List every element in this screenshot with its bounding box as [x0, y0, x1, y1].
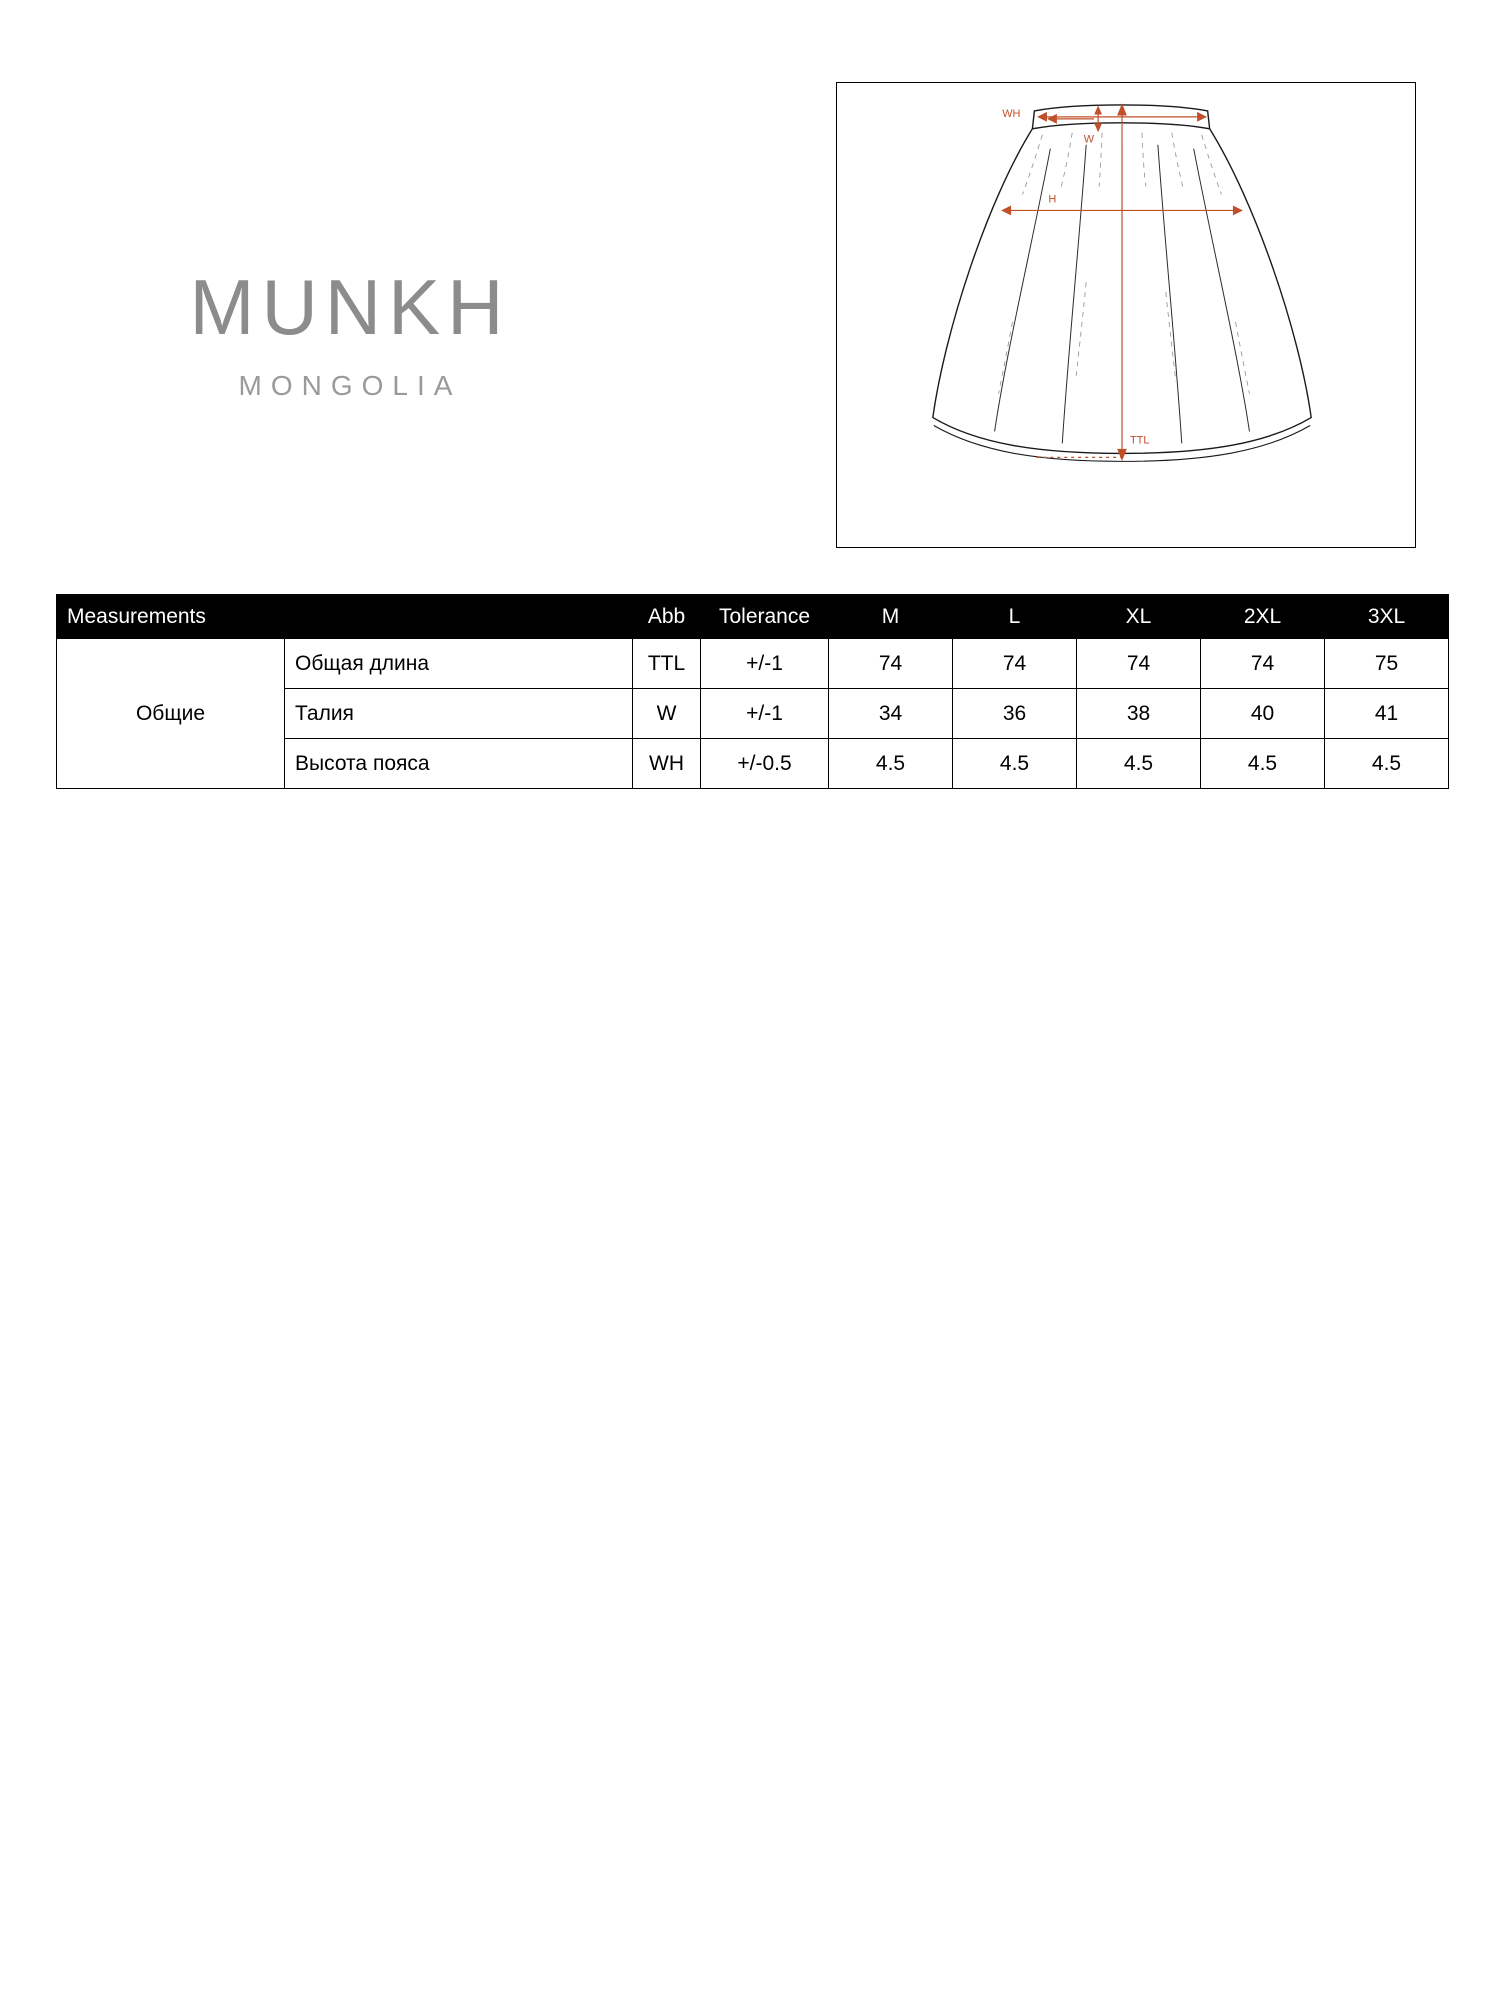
header-size-3xl: 3XL: [1325, 595, 1449, 639]
table-row: [57, 639, 1449, 689]
row-value-l: 4.5: [953, 739, 1077, 789]
row-value-3xl: 41: [1325, 689, 1449, 739]
row-abb: WH: [633, 739, 701, 789]
label-waistband-height: WH: [1002, 107, 1021, 120]
row-tolerance: +/-1: [701, 689, 829, 739]
row-abb: W: [633, 689, 701, 739]
row-value-2xl: 4.5: [1201, 739, 1325, 789]
row-abb: TTL: [633, 639, 701, 689]
header-tolerance: Tolerance: [701, 595, 829, 639]
row-name: Общая длина: [285, 639, 633, 689]
row-name: Талия: [285, 689, 633, 739]
row-value-3xl: 4.5: [1325, 739, 1449, 789]
header-size-xl: XL: [1077, 595, 1201, 639]
label-waist: W: [1083, 133, 1095, 146]
technical-drawing-panel: [836, 82, 1416, 548]
row-tolerance: +/-0.5: [701, 739, 829, 789]
row-value-xl: 38: [1077, 689, 1201, 739]
label-hip: H: [1048, 193, 1057, 206]
brand-subtitle: MONGOLIA: [238, 370, 462, 401]
group-label-obshie: Общие: [57, 639, 285, 789]
header-measurements: Measurements: [57, 595, 633, 639]
brand-block: [140, 263, 560, 402]
row-value-2xl: 74: [1201, 639, 1325, 689]
row-value-l: 74: [953, 639, 1077, 689]
label-total-length: TTL: [1129, 434, 1150, 447]
table-header-row: [57, 595, 1449, 639]
row-value-3xl: 75: [1325, 639, 1449, 689]
brand-name: MUNKH: [189, 263, 511, 351]
row-value-m: 74: [829, 639, 953, 689]
row-name: Высота пояса: [285, 739, 633, 789]
header-size-m: M: [829, 595, 953, 639]
row-value-2xl: 40: [1201, 689, 1325, 739]
row-value-xl: 74: [1077, 639, 1201, 689]
row-tolerance: +/-1: [701, 639, 829, 689]
header-size-l: L: [953, 595, 1077, 639]
measurements-table: [56, 594, 1449, 789]
row-value-m: 4.5: [829, 739, 953, 789]
skirt-diagram-svg: [837, 83, 1415, 547]
row-value-l: 36: [953, 689, 1077, 739]
row-value-m: 34: [829, 689, 953, 739]
row-value-xl: 4.5: [1077, 739, 1201, 789]
header-size-2xl: 2XL: [1201, 595, 1325, 639]
header-abb: Abb: [633, 595, 701, 639]
